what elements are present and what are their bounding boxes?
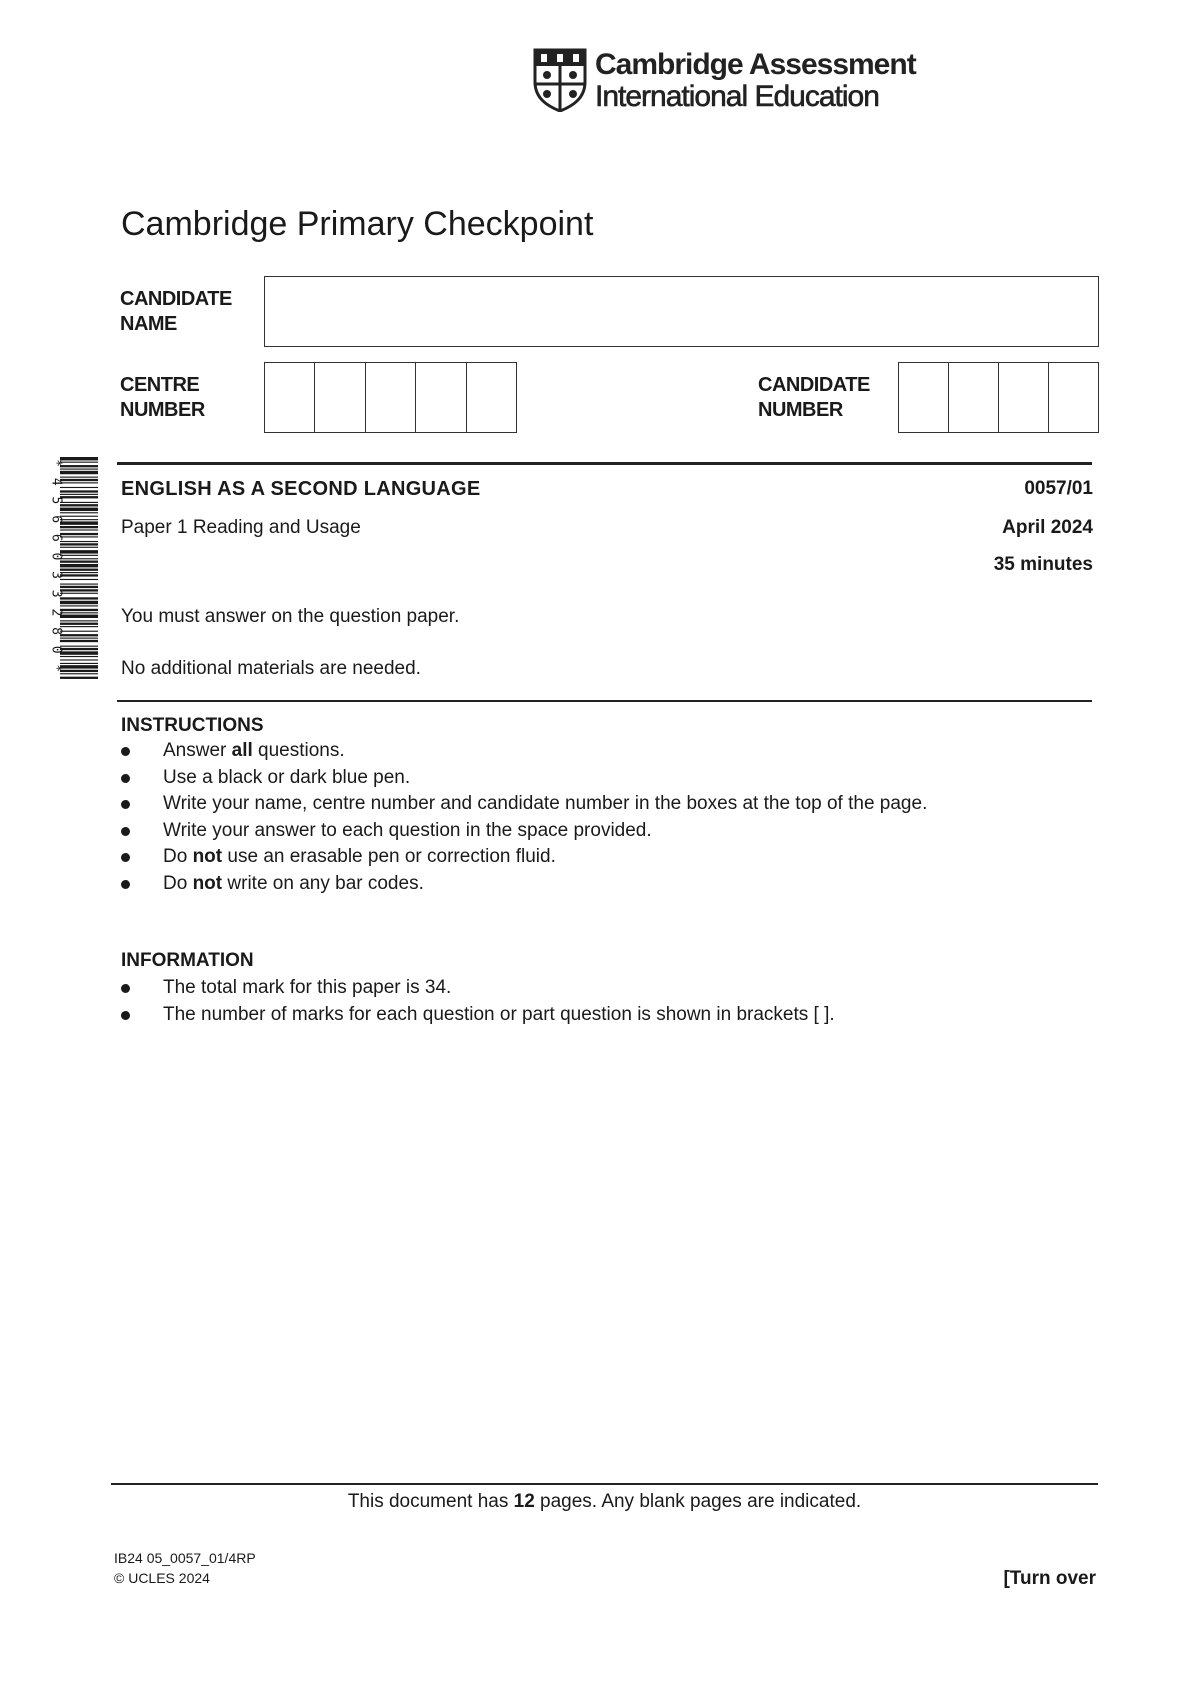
list-item: Do not use an erasable pen or correction fluid. (121, 844, 927, 871)
candidate-number-label: CANDIDATE NUMBER (758, 374, 870, 421)
centre-number-cell[interactable] (416, 363, 466, 432)
barcode-bar (60, 512, 98, 513)
barcode-bar (60, 579, 98, 580)
barcode-bar (60, 605, 98, 606)
barcode-bar (60, 659, 98, 660)
bullet-icon (121, 853, 130, 862)
barcode-bar (60, 482, 98, 483)
barcode-bar (60, 471, 98, 474)
barcode-bar (60, 673, 98, 674)
candidate-name-box[interactable] (264, 276, 1099, 347)
barcode-bar (60, 536, 98, 537)
exam-session: April 2024 (1002, 517, 1093, 538)
list-item: Do not write on any bar codes. (121, 871, 927, 898)
candidate-number-cell[interactable] (949, 363, 999, 432)
crest-icon (533, 48, 587, 112)
candidate-number-cell[interactable] (999, 363, 1049, 432)
barcode-bar (60, 469, 98, 470)
barcode-bar (60, 519, 98, 520)
candidate-number-cell[interactable] (1049, 363, 1098, 432)
barcode-bar (60, 462, 98, 463)
logo-text-line2: International Education (595, 80, 879, 113)
barcode-bar (60, 646, 98, 647)
barcode-bar (60, 494, 98, 495)
logo-text-line1: Cambridge Assessment (595, 48, 916, 81)
barcode-bar (60, 640, 98, 642)
footer-rule (111, 1483, 1098, 1485)
candidate-number-cell[interactable] (899, 363, 949, 432)
barcode-bar (60, 533, 98, 535)
page-title: Cambridge Primary Checkpoint (121, 205, 594, 243)
barcode-bar (60, 586, 98, 588)
barcode-bar (60, 479, 98, 481)
barcode-bar (60, 547, 98, 548)
paper-code: 0057/01 (1024, 478, 1093, 499)
barcode-bar (60, 457, 98, 460)
barcode-bar (60, 487, 98, 488)
information-list (121, 975, 835, 1028)
bullet-icon (121, 827, 130, 836)
barcode-bar (60, 670, 98, 672)
barcode-digits: * 4 5 6 6 0 3 3 2 8 0 * (48, 459, 64, 674)
bullet-icon (121, 747, 130, 756)
barcode-bar (60, 609, 98, 611)
barcode-bar (60, 516, 98, 517)
centre-number-cell[interactable] (315, 363, 365, 432)
information-heading: INFORMATION (121, 950, 254, 971)
exam-duration: 35 minutes (993, 554, 1093, 575)
centre-number-cell[interactable] (265, 363, 315, 432)
barcode-bar (60, 564, 98, 567)
barcode-bar (60, 601, 98, 604)
top-rule (117, 462, 1092, 465)
cambridge-logo (533, 48, 923, 114)
barcode-bar (60, 648, 98, 650)
answer-note: You must answer on the question paper. (121, 606, 460, 627)
barcode-bar (60, 631, 98, 632)
barcode-bar (60, 584, 98, 585)
barcode-bar (60, 504, 98, 506)
list-item: The total mark for this paper is 34. (121, 975, 835, 1002)
barcode-bar (60, 529, 98, 530)
barcode-bar (60, 615, 98, 618)
candidate-name-label: CANDIDATE NAME (120, 288, 232, 335)
barcode (38, 455, 100, 681)
barcode-bar (60, 558, 98, 559)
list-item: Write your name, centre number and candidate number in the boxes at the top of the page. (121, 791, 927, 818)
barcode-bar (60, 572, 98, 573)
barcode-bar (60, 623, 98, 625)
bullet-icon (121, 800, 130, 809)
barcode-bar (60, 465, 98, 467)
barcode-bar (60, 677, 98, 679)
barcode-bar (60, 593, 98, 594)
barcode-bar (60, 502, 98, 503)
instructions-heading: INSTRUCTIONS (121, 715, 264, 736)
candidate-number-boxes (898, 362, 1099, 433)
barcode-bar (60, 550, 98, 553)
paper-name: Paper 1 Reading and Usage (121, 517, 361, 538)
barcode-bar (60, 555, 98, 556)
materials-note: No additional materials are needed. (121, 658, 421, 679)
middle-rule (117, 700, 1092, 702)
centre-number-boxes (264, 362, 517, 433)
barcode-bar (60, 561, 98, 563)
barcode-bar (60, 656, 98, 657)
barcode-bar (60, 612, 98, 613)
bullet-icon (121, 880, 130, 889)
barcode-bar (60, 638, 98, 639)
bullet-icon (121, 774, 130, 783)
barcode-bar (60, 626, 98, 627)
list-item: Use a black or dark blue pen. (121, 765, 927, 792)
centre-number-label: CENTRE NUMBER (120, 374, 205, 421)
barcode-bar (60, 574, 98, 576)
list-item: Answer all questions. (121, 738, 927, 765)
barcode-bar (60, 663, 98, 664)
barcode-bar (60, 490, 98, 492)
barcode-bar (60, 541, 98, 542)
centre-number-cell[interactable] (467, 363, 516, 432)
barcode-bar (60, 477, 98, 478)
barcode-bar (60, 526, 98, 528)
instructions-list (121, 738, 927, 897)
barcode-bar (60, 496, 98, 498)
bullet-icon (121, 1011, 130, 1020)
turn-over: [Turn over (1003, 1568, 1096, 1589)
barcode-bar (60, 597, 98, 599)
centre-number-cell[interactable] (366, 363, 416, 432)
barcode-bar (60, 634, 98, 636)
barcode-bar (60, 521, 98, 524)
list-item: Write your answer to each question in the space provided. (121, 818, 927, 845)
page-count-note: This document has 12 pages. Any blank pages are indicated. (347, 1491, 862, 1512)
barcode-bar (60, 508, 98, 511)
barcode-bars (38, 455, 100, 681)
list-item: The number of marks for each question or part question is shown in brackets [ ]. (121, 1002, 835, 1029)
barcode-bar (60, 620, 98, 621)
barcode-bar (60, 543, 98, 545)
barcode-bar (60, 651, 98, 654)
copyright: © UCLES 2024 (114, 1570, 210, 1586)
barcode-bar (60, 569, 98, 571)
subject-title: ENGLISH AS A SECOND LANGUAGE (121, 478, 481, 500)
bullet-icon (121, 984, 130, 993)
document-reference: IB24 05_0057_01/4RP (114, 1550, 256, 1566)
barcode-bar (60, 589, 98, 591)
barcode-bar (60, 665, 98, 668)
